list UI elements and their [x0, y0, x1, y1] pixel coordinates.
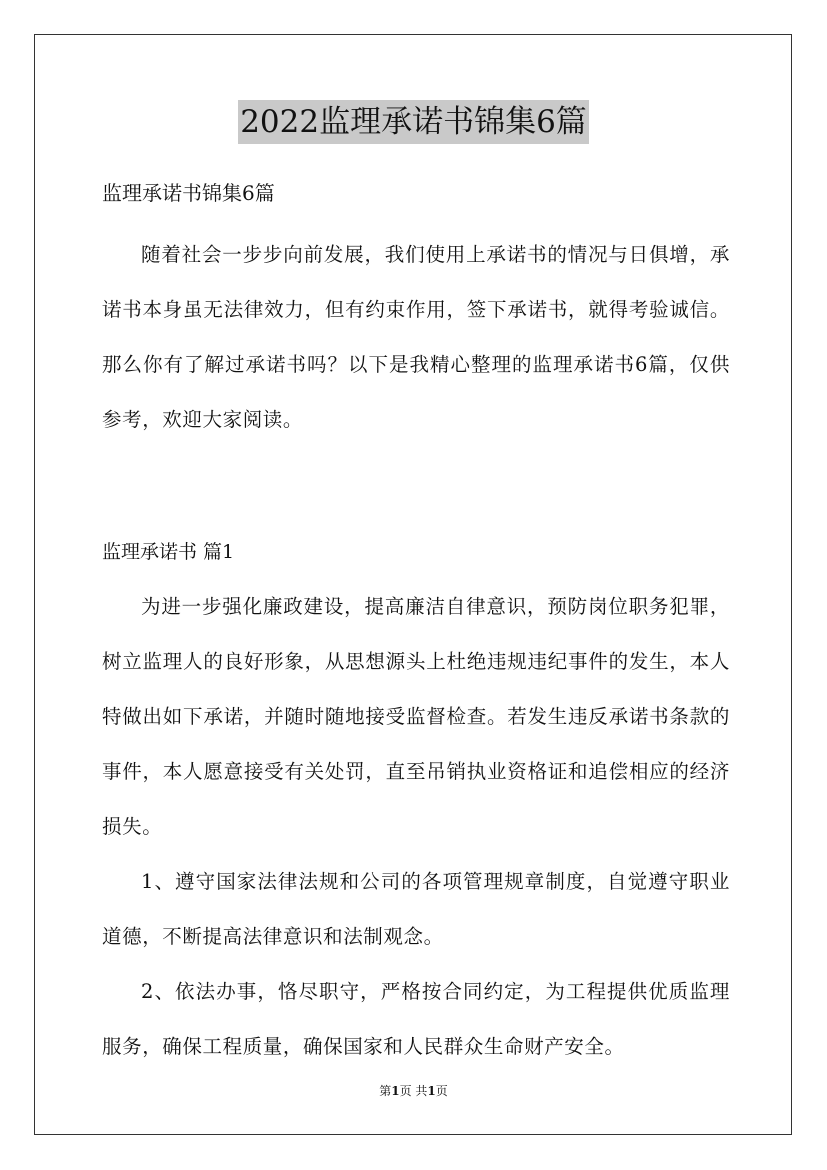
spacer [102, 571, 730, 579]
document-subtitle: 监理承诺书锦集6篇 [102, 181, 275, 205]
footer-suffix: 页 [435, 1084, 448, 1098]
footer-page-current: 1 [391, 1084, 400, 1098]
list-item-1: 1、遵守国家法律法规和公司的各项管理规章制度，自觉遵守职业道德，不断提高法律意识和法制观念。 [102, 870, 730, 948]
spacer [102, 447, 730, 533]
document-title: 2022监理承诺书锦集6篇 [238, 100, 589, 144]
document-body [102, 174, 730, 1074]
page-footer [0, 1082, 827, 1100]
spacer [102, 212, 730, 227]
section-heading: 监理承诺书 篇1 [102, 541, 235, 563]
footer-prefix: 第 [379, 1084, 392, 1098]
footer-mid: 页 共 [399, 1084, 428, 1098]
title-wrap [0, 100, 827, 144]
section-paragraph: 为进一步强化廉政建设，提高廉洁自律意识，预防岗位职务犯罪，树立监理人的良好形象，从思想源头上杜绝违规违纪事件的发生，本人特做出如下承诺，并随时随地接受监督检查。若发生违反承诺书条款的事件，本人愿意接受有关处罚，直至吊销执业资格证和追偿相应的经济损失。 [102, 595, 730, 838]
intro-paragraph: 随着社会一步步向前发展，我们使用上承诺书的情况与日俱增，承诺书本身虽无法律效力，但有约束作用，签下承诺书，就得考验诚信。那么你有了解过承诺书吗？以下是我精心整理的监理承诺书6篇，仅供参考，欢迎大家阅读。 [102, 243, 730, 431]
footer-page-total: 1 [427, 1084, 436, 1098]
list-item-2: 2、依法办事，恪尽职守，严格按合同约定，为工程提供优质监理服务，确保工程质量，确保国家和人民群众生命财产安全。 [102, 980, 730, 1058]
